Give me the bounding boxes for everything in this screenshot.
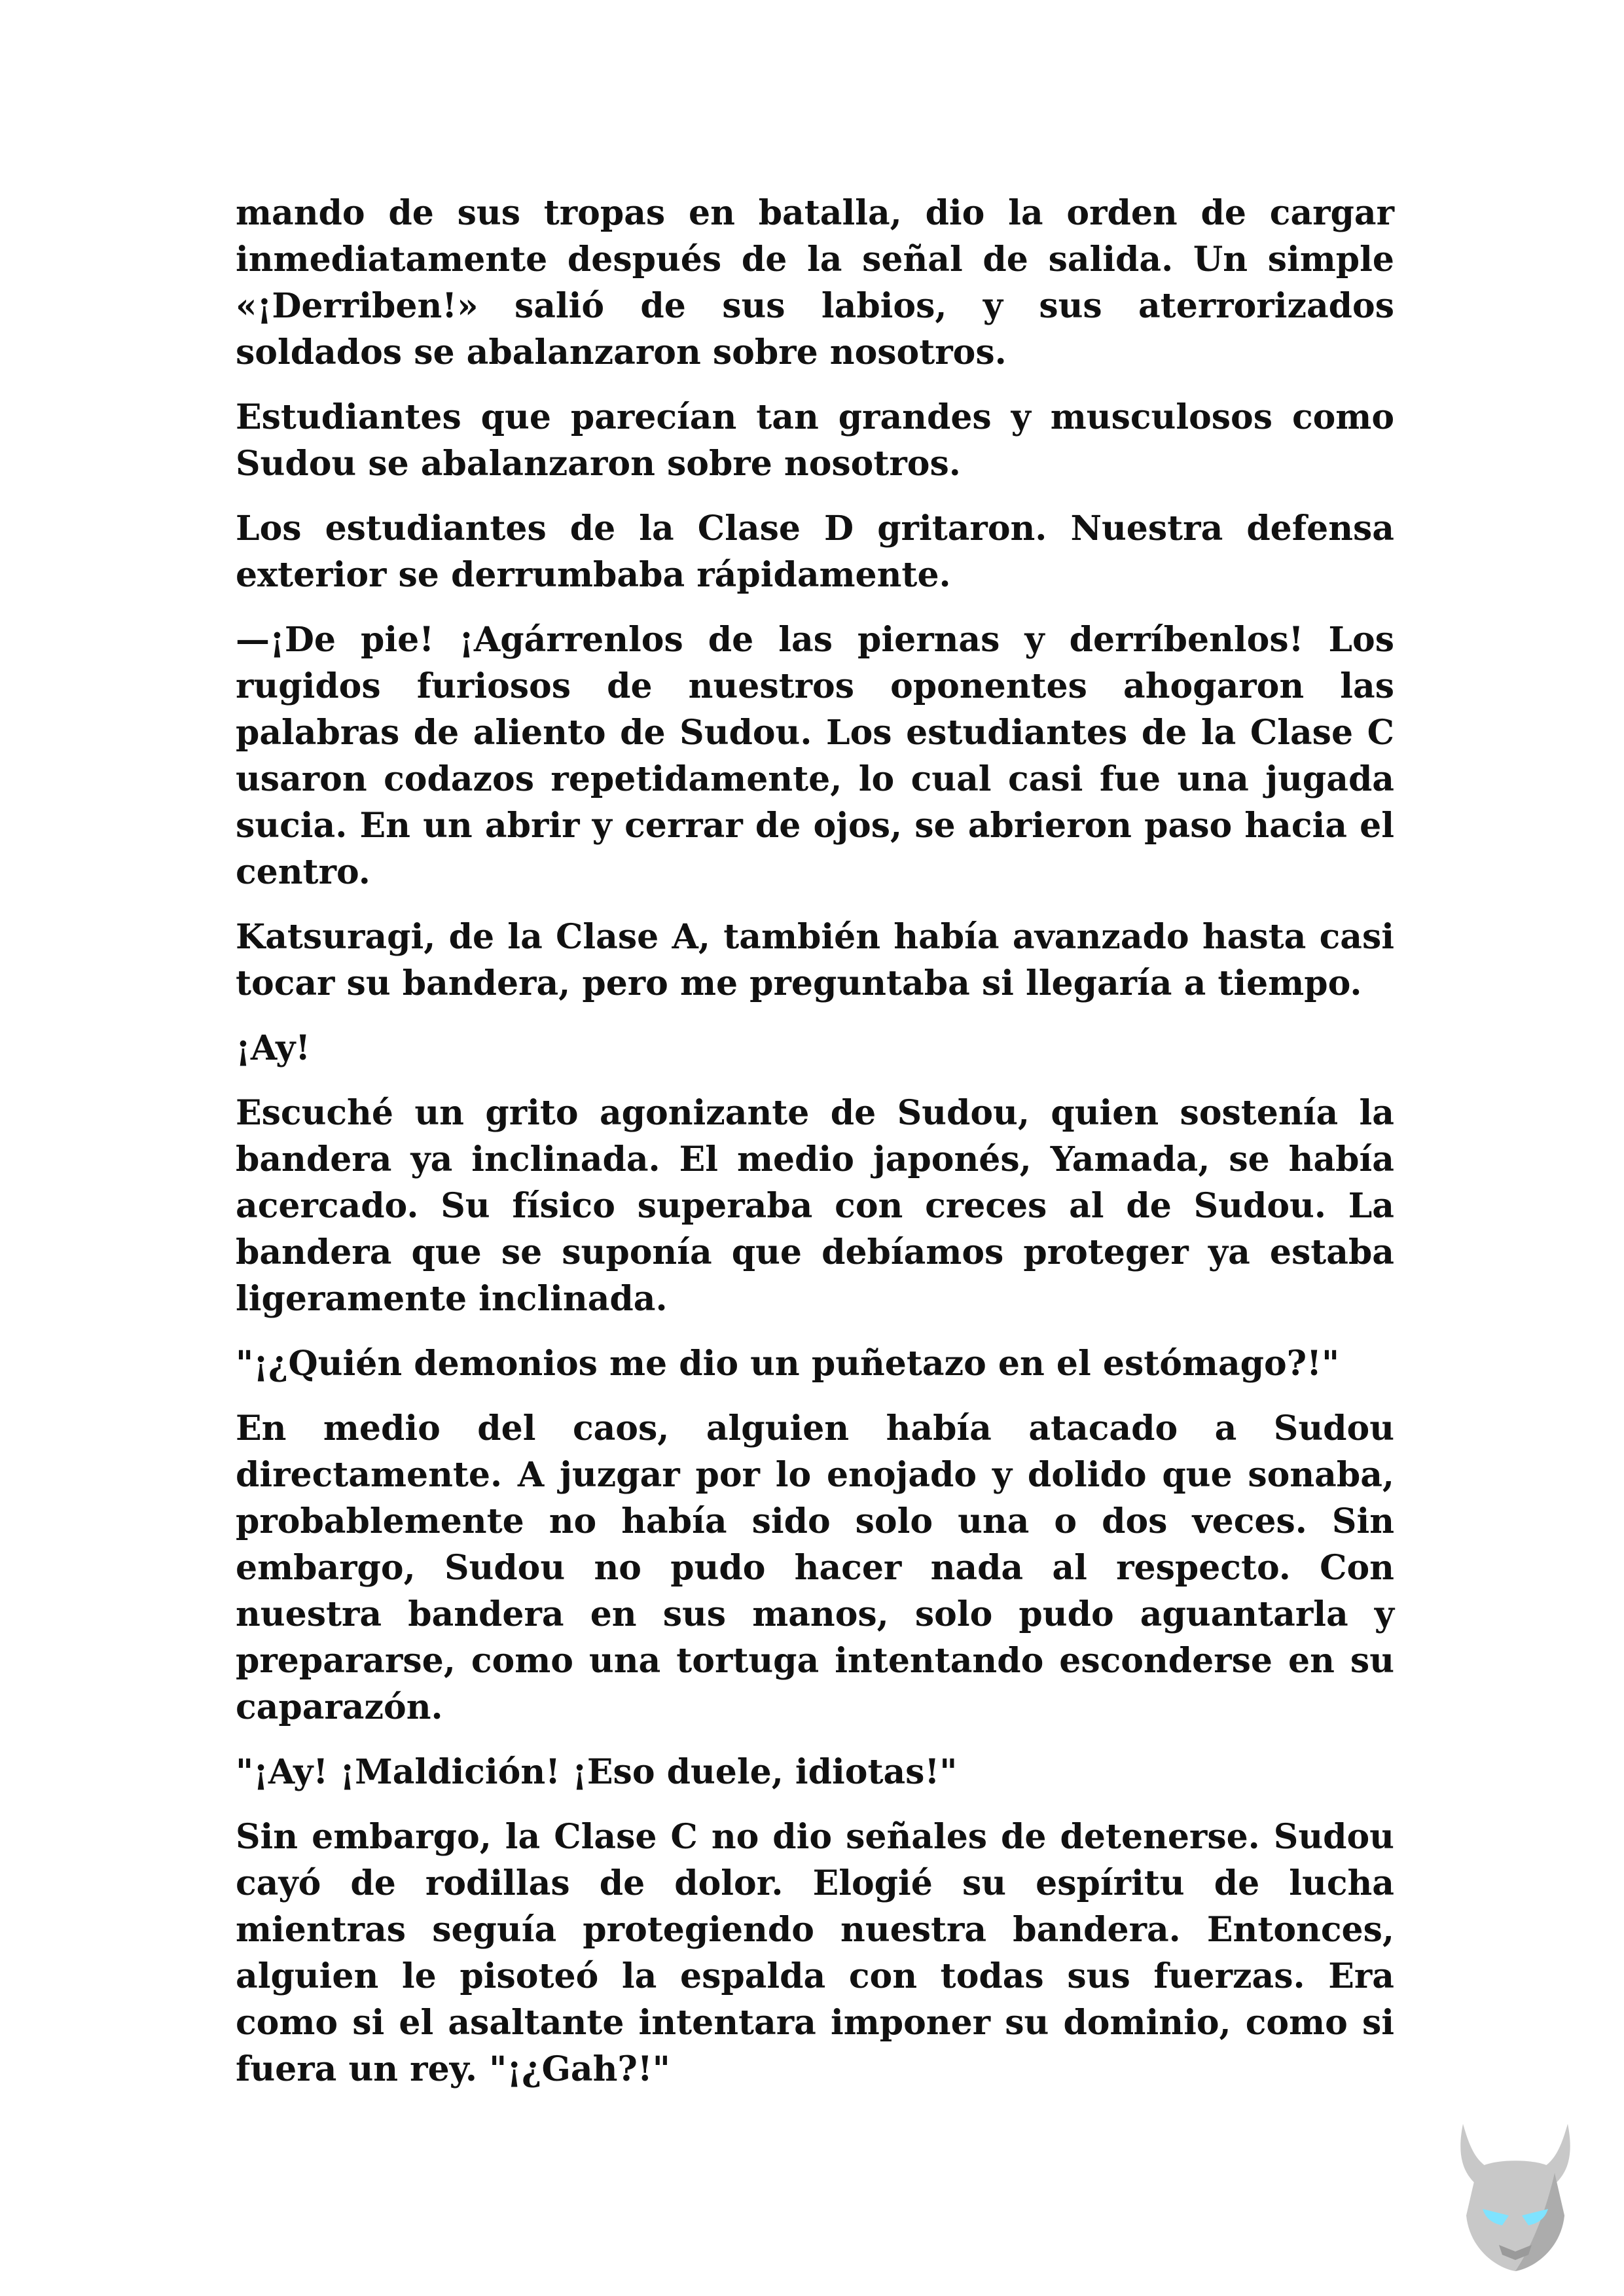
horned-demon-mask-icon bbox=[1437, 2117, 1594, 2274]
paragraph-6: ¡Ay! bbox=[236, 1028, 311, 1068]
paragraph-4: —¡De pie! ¡Agárrenlos de las piernas y derríbenlos! Los rugidos furiosos de nuestros oponentes ahogaron las palabras de aliento de Sudou. Los estudiantes de la Clase C usaron codazos repetidamente, lo cual casi fue una jugada sucia. En un abrir y cerrar de ojos, se abrieron paso hacia el centro. bbox=[236, 620, 1394, 892]
paragraph-5: Katsuragi, de la Clase A, también había avanzado hasta casi tocar su bandera, pero me preguntaba si llegaría a tiempo. bbox=[236, 917, 1394, 1003]
paragraph-7: Escuché un grito agonizante de Sudou, quien sostenía la bandera ya inclinada. El medio japonés, Yamada, se había acercado. Su físico superaba con creces al de Sudou. La bandera que se suponía que debíamos proteger ya estaba ligeramente inclinada. bbox=[236, 1093, 1394, 1319]
paragraph-10: "¡Ay! ¡Maldición! ¡Eso duele, idiotas!" bbox=[236, 1752, 958, 1792]
paragraph-8: "¡¿Quién demonios me dio un puñetazo en el estómago?!" bbox=[236, 1344, 1340, 1384]
paragraph-11: Sin embargo, la Clase C no dio señales de detenerse. Sudou cayó de rodillas de dolor. Elogié su espíritu de lucha mientras seguía protegiendo nuestra bandera. Entonces, alguien le pisoteó la espalda con todas sus fuerzas. Era como si el asaltante intentara imponer su dominio, como si fuera un rey. "¡¿Gah?!" bbox=[236, 1817, 1394, 2089]
page-body bbox=[236, 190, 1394, 2111]
paragraph-3: Los estudiantes de la Clase D gritaron. Nuestra defensa exterior se derrumbaba rápidamente. bbox=[236, 509, 1394, 595]
paragraph-2: Estudiantes que parecían tan grandes y musculosos como Sudou se abalanzaron sobre nosotros. bbox=[236, 397, 1394, 484]
paragraph-1: mando de sus tropas en batalla, dio la orden de cargar inmediatamente después de la señal de salida. Un simple «¡Derriben!» salió de sus labios, y sus aterrorizados soldados se abalanzaron sobre nosotros. bbox=[236, 193, 1394, 372]
paragraph-9: En medio del caos, alguien había atacado a Sudou directamente. A juzgar por lo enojado y dolido que sonaba, probablemente no había sido solo una o dos veces. Sin embargo, Sudou no pudo hacer nada al respecto. Con nuestra bandera en sus manos, solo pudo aguantarla y prepararse, como una tortuga intentando esconderse en su caparazón. bbox=[236, 1408, 1394, 1727]
